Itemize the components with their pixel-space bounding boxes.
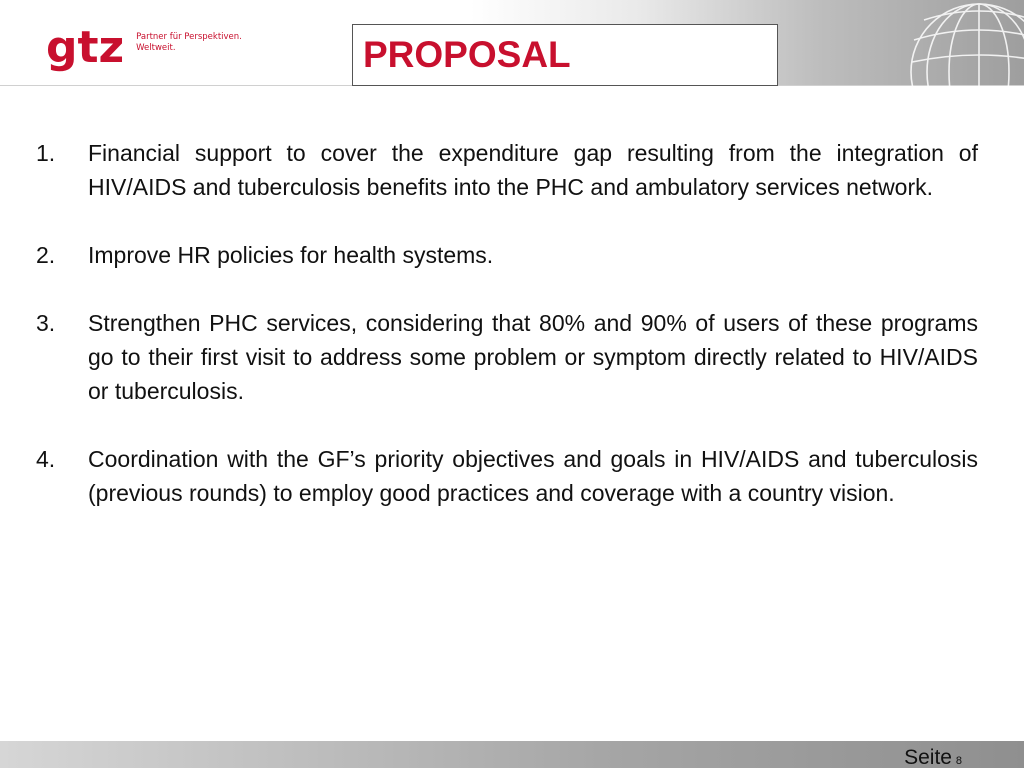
list-item-text: Strengthen PHC services, considering that 80% and 90% of users of these programs go to their first visit to address some problem or symptom directly related to HIV/AIDS or tuberculosis. — [88, 310, 978, 404]
list-item-text: Coordination with the GF’s priority objectives and goals in HIV/AIDS and tuberculosis (previous rounds) to employ good practices and coverage with a country vision. — [88, 446, 978, 506]
slide-title: PROPOSAL — [363, 34, 571, 75]
page-label: Seite — [904, 746, 952, 769]
list-item-text: Financial support to cover the expenditure gap resulting from the integration of HIV/AIDS and tuberculosis benefits into the PHC and ambulatory services network. — [88, 140, 978, 200]
list-item-text: Improve HR policies for health systems. — [88, 242, 494, 268]
list-item-number: 4. — [36, 446, 56, 472]
list-item-number: 2. — [36, 242, 56, 268]
footer-bar — [0, 741, 1024, 768]
page-number: 8 — [955, 755, 962, 767]
list-item-number: 3. — [36, 310, 56, 336]
logo-tagline — [136, 32, 242, 54]
proposal-list — [36, 136, 978, 510]
tagline-line-2: Weltweit. — [136, 43, 176, 53]
list-item-number: 1. — [36, 140, 56, 166]
logo-wordmark: gtz — [46, 22, 125, 73]
globe-icon — [884, 0, 1024, 86]
list-item — [36, 306, 978, 408]
gtz-logo — [46, 22, 242, 73]
title-box — [352, 24, 778, 86]
slide-body — [36, 136, 978, 544]
list-item — [36, 136, 978, 204]
tagline-line-1: Partner für Perspektiven. — [136, 32, 242, 42]
list-item — [36, 442, 978, 510]
list-item — [36, 238, 978, 272]
